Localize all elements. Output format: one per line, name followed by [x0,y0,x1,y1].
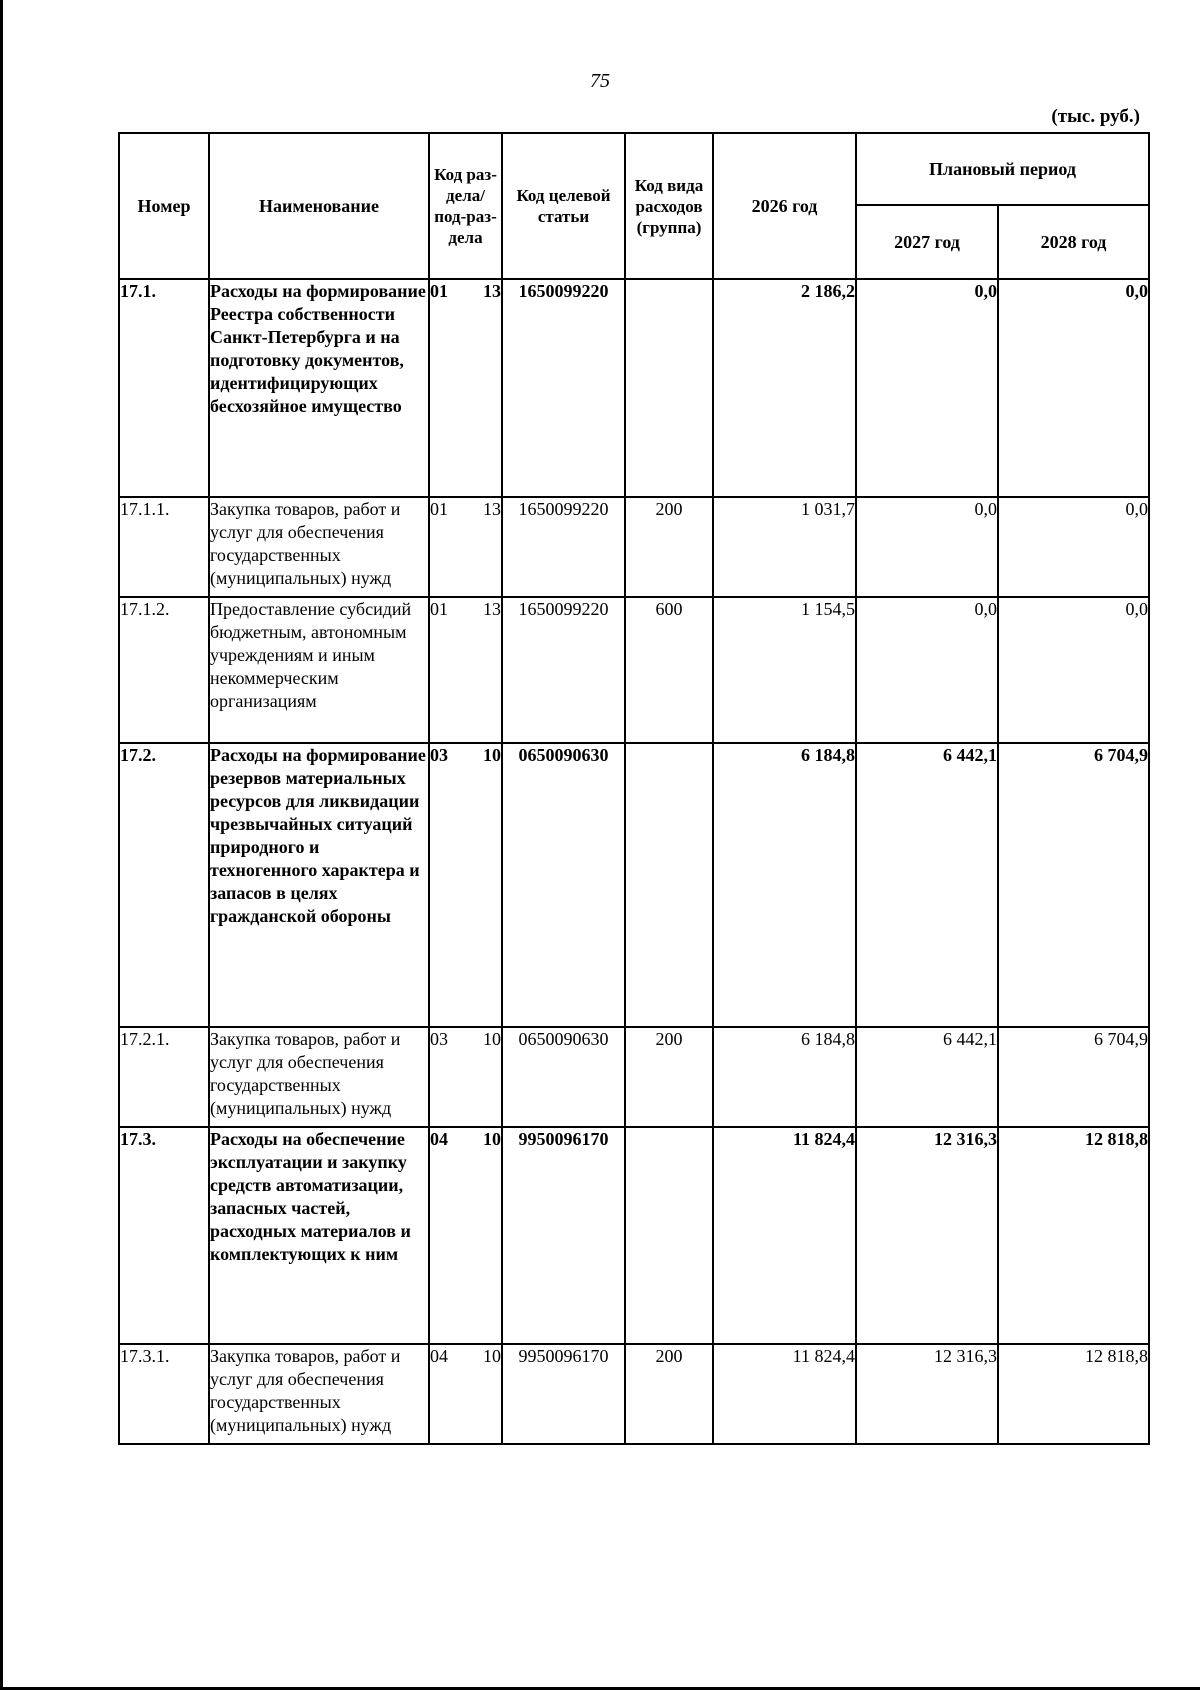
row-target-code: 1650099220 [502,279,625,497]
row-expense-group [625,1127,713,1344]
table-row [119,1127,1149,1344]
row-target-code: 0650090630 [502,743,625,1027]
row-number: 17.2. [119,743,209,1027]
page-frame-left [0,0,3,1690]
row-number: 17.1.2. [119,597,209,743]
row-amount-2026: 6 184,8 [713,1027,856,1127]
row-section-code [429,1344,502,1444]
row-amount-2027: 6 442,1 [856,1027,998,1127]
header-section-code: Код раз-дела/ под-раз-дела [429,133,502,279]
row-amount-2027: 0,0 [856,497,998,597]
row-target-code: 1650099220 [502,497,625,597]
row-amount-2026: 11 824,4 [713,1127,856,1344]
row-number: 17.1.1. [119,497,209,597]
row-amount-2028: 0,0 [998,497,1149,597]
row-amount-2028: 12 818,8 [998,1127,1149,1344]
row-amount-2028: 6 704,9 [998,1027,1149,1127]
header-number: Номер [119,133,209,279]
row-amount-2028: 0,0 [998,597,1149,743]
units-label: (тыс. руб.) [1051,106,1140,127]
row-target-code: 9950096170 [502,1127,625,1344]
row-number: 17.1. [119,279,209,497]
row-number: 17.3.1. [119,1344,209,1444]
row-section-code [429,1127,502,1344]
header-planned-period: Плановый период [856,133,1149,205]
table-row [119,497,1149,597]
row-number: 17.2.1. [119,1027,209,1127]
section: 03 [430,1029,448,1049]
header-year-2027: 2027 год [856,205,998,279]
row-amount-2027: 6 442,1 [856,743,998,1027]
row-amount-2026: 11 824,4 [713,1344,856,1444]
section: 01 [430,599,448,619]
row-name: Закупка товаров, работ и услуг для обеспечения государственных (муниципальных) нужд [209,1344,429,1444]
row-amount-2028: 12 818,8 [998,1344,1149,1444]
header-year-2028: 2028 год [998,205,1149,279]
subsection: 13 [483,281,501,301]
subsection: 13 [483,499,501,519]
subsection: 10 [483,1129,501,1149]
row-amount-2027: 12 316,3 [856,1127,998,1344]
header-target-code: Код целевой статьи [502,133,625,279]
row-expense-group: 200 [625,497,713,597]
row-section-code [429,743,502,1027]
row-amount-2026: 6 184,8 [713,743,856,1027]
row-name: Расходы на формирование Реестра собственности Санкт-Петербурга и на подготовку документов, идентифицирующих бесхозяйное имущество [209,279,429,497]
row-expense-group: 200 [625,1344,713,1444]
header-name: Наименование [209,133,429,279]
row-target-code: 1650099220 [502,597,625,743]
row-amount-2026: 1 031,7 [713,497,856,597]
page-number: 75 [590,70,610,92]
subsection: 10 [483,1029,501,1049]
row-amount-2027: 0,0 [856,279,998,497]
row-section-code [429,497,502,597]
row-name: Закупка товаров, работ и услуг для обеспечения государственных (муниципальных) нужд [209,1027,429,1127]
row-amount-2026: 1 154,5 [713,597,856,743]
section: 03 [430,745,448,765]
section: 04 [430,1346,448,1366]
header-year-2026: 2026 год [713,133,856,279]
row-amount-2026: 2 186,2 [713,279,856,497]
row-expense-group [625,743,713,1027]
section: 04 [430,1129,448,1149]
table-row [119,743,1149,1027]
table-row [119,279,1149,497]
row-name: Предоставление субсидий бюджетным, автономным учреждениям и иным некоммерческим организациям [209,597,429,743]
section: 01 [430,281,448,301]
row-name: Закупка товаров, работ и услуг для обеспечения государственных (муниципальных) нужд [209,497,429,597]
subsection: 10 [483,745,501,765]
row-section-code [429,1027,502,1127]
table-row [119,1344,1149,1444]
row-number: 17.3. [119,1127,209,1344]
row-expense-group: 200 [625,1027,713,1127]
row-target-code: 0650090630 [502,1027,625,1127]
row-expense-group [625,279,713,497]
subsection: 13 [483,599,501,619]
row-expense-group: 600 [625,597,713,743]
section: 01 [430,499,448,519]
subsection: 10 [483,1346,501,1366]
budget-table [118,132,1150,1445]
header-expense-type: Код вида расходов (группа) [625,133,713,279]
table-row [119,1027,1149,1127]
row-section-code [429,279,502,497]
row-name: Расходы на формирование резервов материальных ресурсов для ликвидации чрезвычайных ситуаций природного и техногенного характера и запасов в целях гражданской обороны [209,743,429,1027]
row-section-code [429,597,502,743]
row-amount-2027: 12 316,3 [856,1344,998,1444]
row-target-code: 9950096170 [502,1344,625,1444]
table-row [119,597,1149,743]
row-amount-2028: 0,0 [998,279,1149,497]
row-name: Расходы на обеспечение эксплуатации и закупку средств автоматизации, запасных частей, расходных материалов и комплектующих к ним [209,1127,429,1344]
row-amount-2028: 6 704,9 [998,743,1149,1027]
row-amount-2027: 0,0 [856,597,998,743]
